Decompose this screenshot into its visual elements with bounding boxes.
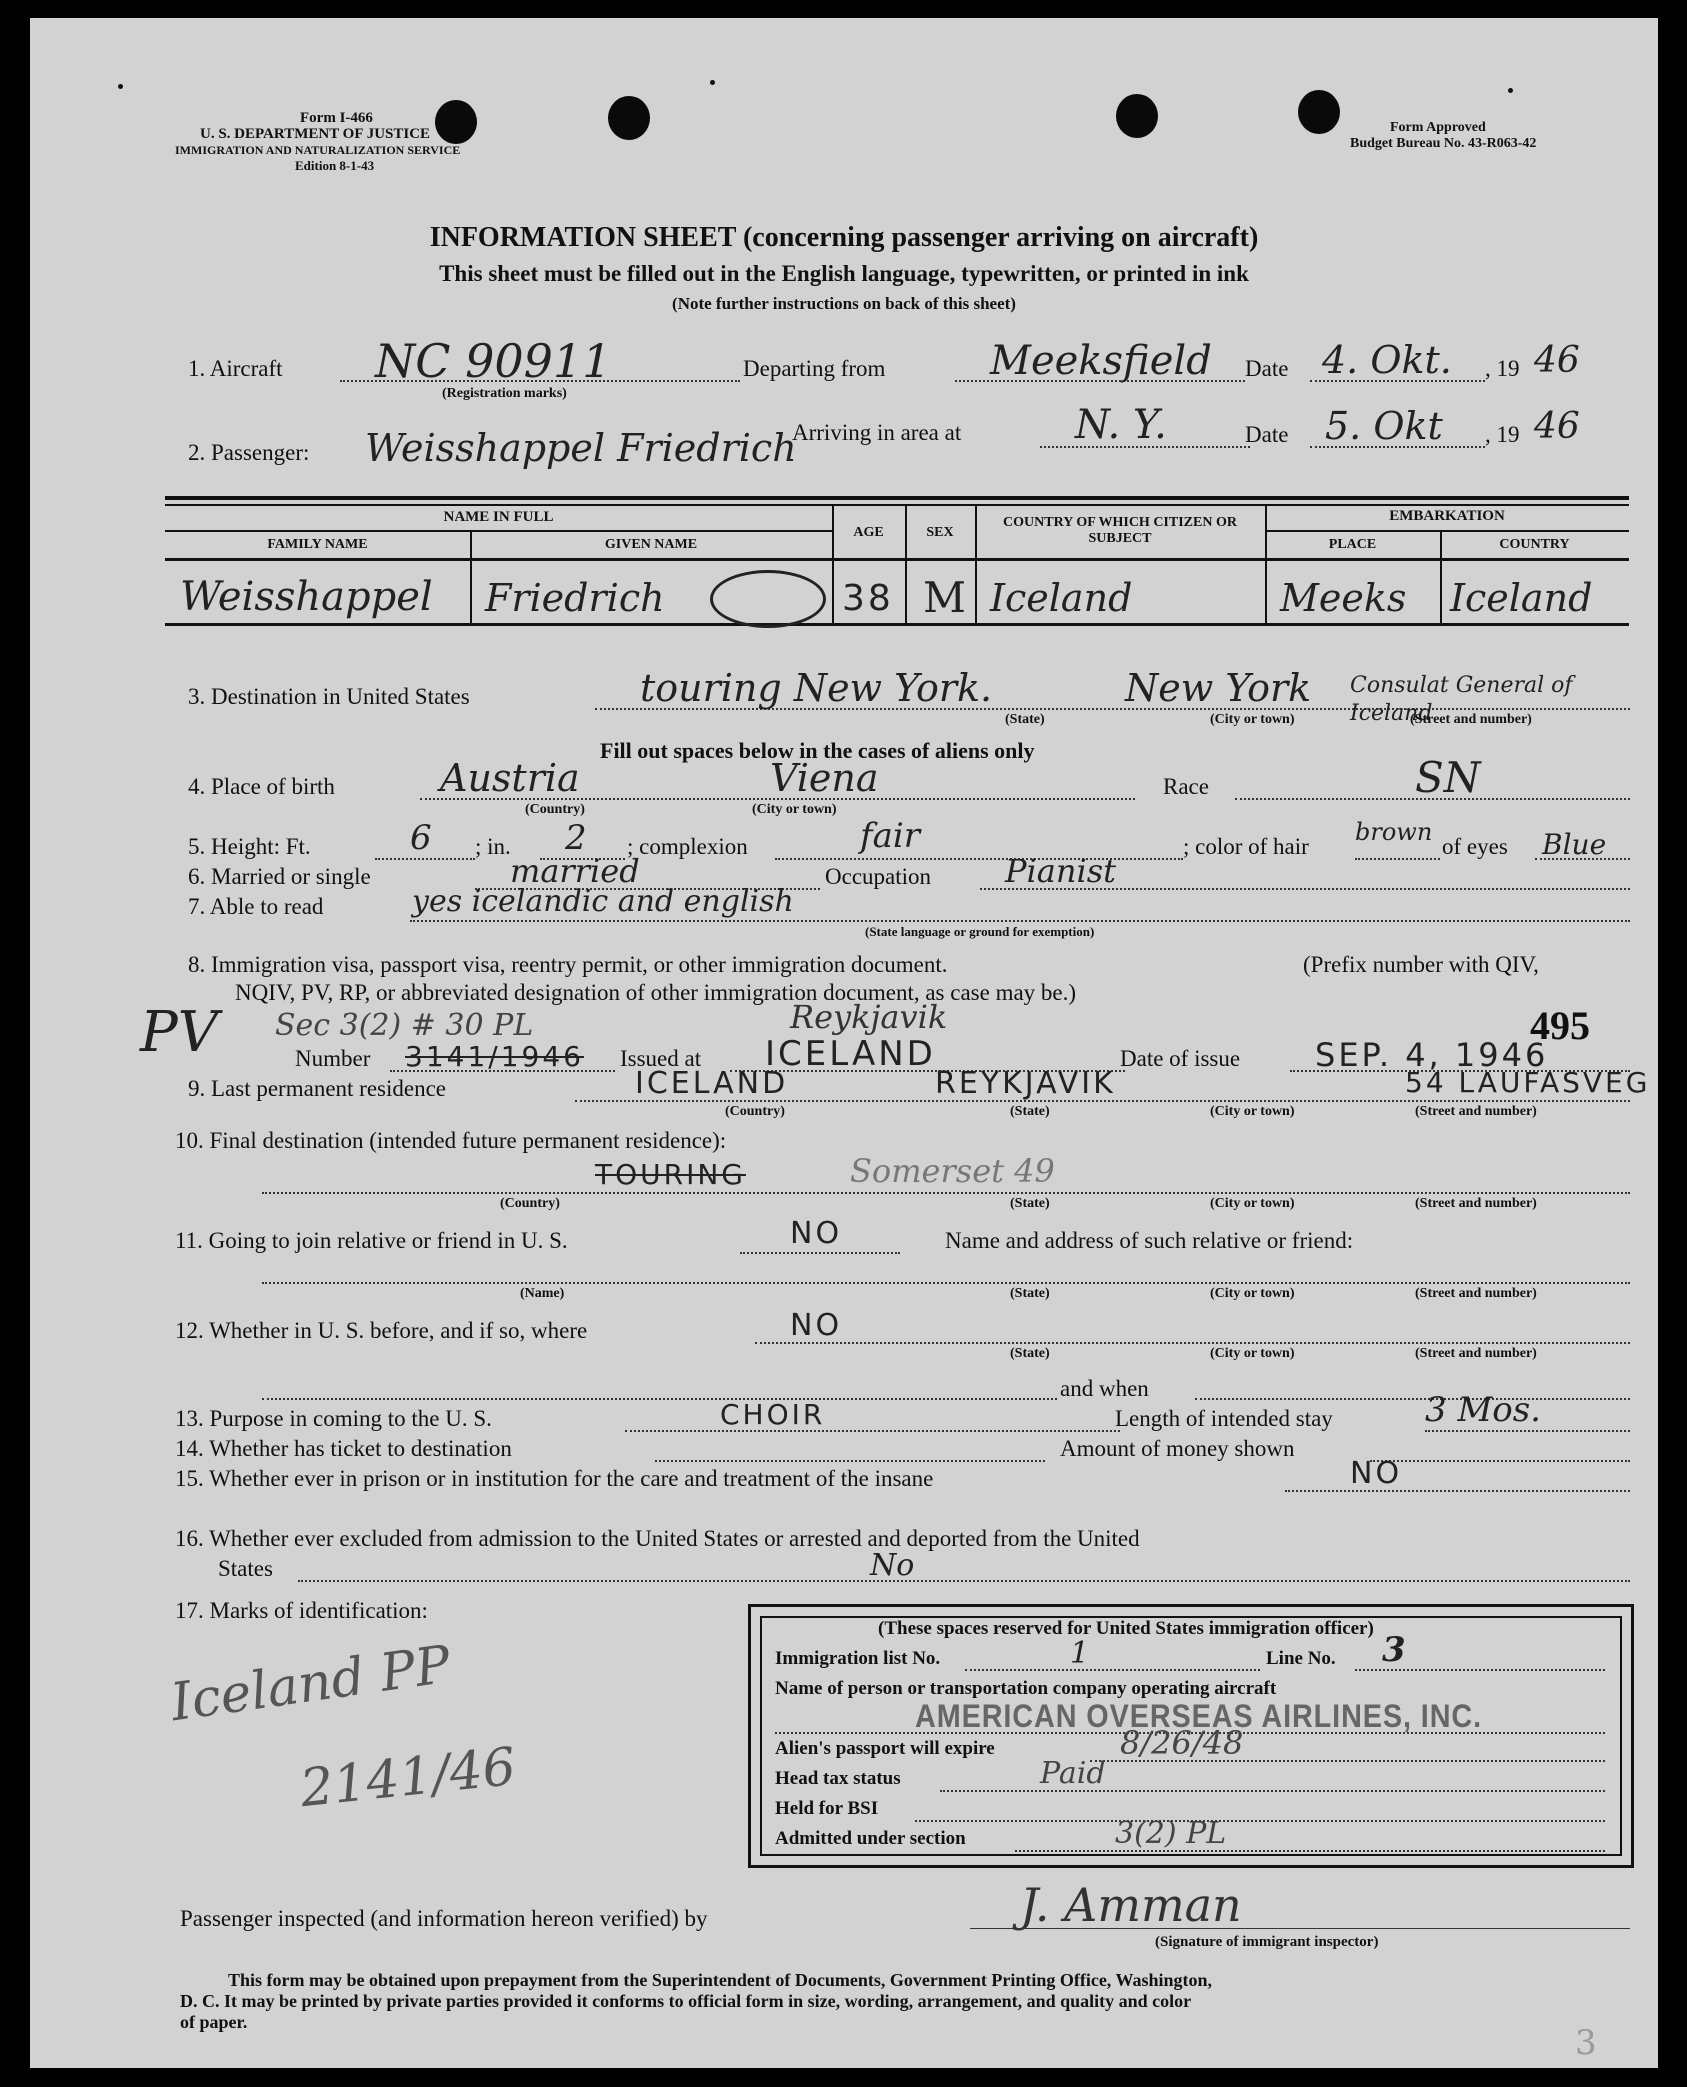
caption-state: (State) — [1010, 1286, 1050, 1301]
hair-field[interactable] — [1355, 858, 1440, 860]
caption-city: (City or town) — [752, 802, 837, 817]
label-excluded: 16. Whether ever excluded from admission to the United States or arrested and deported from the United — [175, 1526, 1140, 1551]
form-sheet — [30, 18, 1658, 2068]
aliens-only-heading: Fill out spaces below in the cases of aliens only — [600, 738, 1035, 763]
label-dep-date: Date — [1245, 356, 1289, 381]
budget-bureau: Budget Bureau No. 43-R063-42 — [1350, 136, 1537, 151]
caption-city: (City or town) — [1210, 1286, 1295, 1301]
label-in-us-before: 12. Whether in U. S. before, and if so, where — [175, 1318, 588, 1343]
length-stay-value: 3 Mos. — [1425, 1390, 1541, 1430]
relative-field[interactable] — [262, 1282, 1630, 1284]
label-immigration-doc: 8. Immigration visa, passport visa, reentry permit, or other immigration document. — [188, 952, 948, 977]
height-ft-value: 6 — [410, 818, 432, 858]
punch-hole — [608, 96, 650, 140]
caption-state: (State) — [1010, 1346, 1050, 1361]
cell-citizen: Iceland — [990, 576, 1133, 620]
col-sex: SEX — [926, 525, 954, 540]
sec-mark: Sec 3(2) # 30 PL — [275, 1008, 534, 1043]
label-eyes: of eyes — [1442, 834, 1508, 859]
caption-street: (Street and number) — [1415, 1196, 1537, 1211]
cell-sex: M — [923, 573, 967, 622]
stamp-number: 495 — [1530, 1003, 1590, 1048]
form-approved: Form Approved — [1390, 120, 1486, 135]
caption-city: (City or town) — [1210, 1196, 1295, 1211]
caption-country: (Country) — [725, 1104, 785, 1119]
label-admitted: Admitted under section — [775, 1828, 966, 1849]
purpose-value: CHOIR — [720, 1398, 826, 1431]
height-in-value: 2 — [565, 818, 587, 858]
label-and-when: and when — [1060, 1376, 1149, 1401]
col-family-name: FAMILY NAME — [267, 537, 368, 552]
label-inspected: Passenger inspected (and information hereon verified) by — [180, 1906, 708, 1931]
read-value: yes icelandic and english — [412, 884, 794, 919]
form-number: Form I-466 — [300, 110, 373, 126]
hair-value: brown — [1355, 818, 1433, 846]
label-arriving: Arriving in area at — [792, 420, 962, 445]
prison-value: NO — [1350, 1456, 1403, 1491]
label-departing: Departing from — [743, 356, 886, 381]
caption-name: (Name) — [520, 1286, 565, 1301]
caption-street: (Street and number) — [1415, 1286, 1537, 1301]
arr-year-prefix: , 19 — [1485, 422, 1520, 447]
line-no-value: 3 — [1382, 1630, 1406, 1670]
caption-country: (Country) — [500, 1196, 560, 1211]
destination-city-value: New York — [1125, 666, 1312, 710]
label-length-stay: Length of intended stay — [1115, 1406, 1333, 1431]
caption-street: (Street and number) — [1415, 1104, 1537, 1119]
dep-date-value: 4. Okt. — [1322, 338, 1452, 382]
col-given-name: GIVEN NAME — [604, 537, 698, 552]
race-value: SN — [1415, 753, 1481, 802]
passenger-value: Weisshappel Friedrich — [365, 426, 797, 470]
speck — [710, 80, 715, 85]
complexion-value: fair — [860, 816, 920, 856]
number-value: 3141/1946 — [405, 1040, 584, 1073]
final-destination-field[interactable] — [262, 1192, 1630, 1194]
label-hair: ; color of hair — [1183, 834, 1309, 859]
destination-street-value: Consulat General of Iceland — [1350, 673, 1573, 726]
length-stay-field[interactable] — [1425, 1430, 1630, 1432]
service: IMMIGRATION AND NATURALIZATION SERVICE — [175, 143, 461, 157]
punch-hole — [1298, 90, 1340, 134]
caption-signature: (Signature of immigrant inspector) — [1155, 1934, 1379, 1950]
label-prefix: (Prefix number with QIV, — [1303, 952, 1539, 977]
caption-city: (City or town) — [1210, 712, 1295, 727]
final-destination-value: TOURING — [595, 1158, 746, 1191]
speck — [1508, 88, 1513, 93]
issued-at-value: ICELAND — [765, 1034, 936, 1074]
label-passport-expire: Alien's passport will expire — [775, 1738, 995, 1759]
edition: Edition 8-1-43 — [295, 158, 375, 173]
cell-family-name: Weisshappel — [180, 574, 433, 620]
final-destination-extra: Somerset 49 — [850, 1152, 1055, 1190]
col-name-in-full: NAME IN FULL — [443, 509, 554, 525]
excluded-value: No — [870, 1548, 915, 1583]
label-operator: Name of person or transportation company operating aircraft — [775, 1678, 1277, 1699]
ticket-field[interactable] — [655, 1460, 1045, 1462]
label-prison: 15. Whether ever in prison or in institution for the care and treatment of the insane — [175, 1466, 934, 1491]
label-issued-at: Issued at — [620, 1046, 702, 1071]
label-last-residence: 9. Last permanent residence — [188, 1076, 446, 1101]
label-height: 5. Height: Ft. — [188, 834, 311, 859]
admitted-field[interactable] — [1015, 1850, 1605, 1852]
label-marks: 17. Marks of identification: — [175, 1598, 428, 1623]
money-field[interactable] — [1370, 1460, 1630, 1462]
label-number: Number — [295, 1046, 371, 1071]
departing-value: Meeksfield — [990, 338, 1212, 384]
label-date-of-issue: Date of issue — [1120, 1046, 1241, 1071]
aircraft-value: NC 90911 — [375, 334, 612, 388]
label-arr-date: Date — [1245, 422, 1289, 447]
label-occupation: Occupation — [825, 864, 932, 889]
where-field[interactable] — [262, 1398, 1057, 1400]
label-race: Race — [1163, 774, 1209, 799]
arriving-value: N. Y. — [1075, 402, 1167, 448]
read-field[interactable] — [410, 920, 1630, 922]
page-title: INFORMATION SHEET (concerning passenger arriving on aircraft) — [429, 222, 1259, 253]
join-value: NO — [790, 1216, 843, 1251]
page-number: 3 — [1575, 2023, 1597, 2063]
prison-field[interactable] — [1285, 1490, 1630, 1492]
footer-line-1: This form may be obtained upon prepayment from the Superintendent of Documents, Government Printing Office, Washington, — [228, 1970, 1213, 1990]
join-field[interactable] — [740, 1252, 900, 1254]
col-embarkation: EMBARKATION — [1389, 508, 1505, 524]
dep-year-value: 46 — [1534, 340, 1580, 381]
birth-city-value: Viena — [770, 756, 879, 800]
expire-value: 8/26/48 — [1120, 1724, 1244, 1762]
col-country: COUNTRY — [1499, 537, 1570, 552]
eyes-value: Blue — [1542, 828, 1607, 861]
caption-street: (Street and number) — [1415, 1346, 1537, 1361]
caption-state: (State) — [1010, 1104, 1050, 1119]
in-us-before-field[interactable] — [755, 1342, 1630, 1344]
speck — [118, 84, 123, 89]
punch-hole — [1116, 94, 1158, 138]
arr-year-value: 46 — [1534, 406, 1580, 447]
married-value: married — [510, 852, 640, 890]
arr-date-value: 5. Okt — [1325, 404, 1443, 448]
marks-line-1: Iceland PP — [167, 1634, 455, 1734]
label-nqiv: NQIV, PV, RP, or abbreviated designation of other immigration document, as case may be.) — [235, 980, 1077, 1005]
cell-given-name: Friedrich — [485, 576, 665, 620]
admitted-value: 3(2) PL — [1115, 1816, 1227, 1851]
page-note: (Note further instructions on back of this sheet) — [672, 294, 1016, 313]
label-final-destination: 10. Final destination (intended future permanent residence): — [175, 1128, 727, 1153]
destination-state-value: touring New York. — [640, 666, 993, 710]
label-destination: 3. Destination in United States — [188, 684, 470, 709]
caption-country: (Country) — [525, 802, 585, 817]
dep-year-prefix: , 19 — [1485, 356, 1520, 381]
label-complexion: ; complexion — [627, 834, 748, 859]
label-imm-list: Immigration list No. — [775, 1648, 941, 1669]
caption-city: (City or town) — [1210, 1346, 1295, 1361]
caption-state-language: (State language or ground for exemption) — [865, 924, 1095, 939]
cell-emb-place: Meeks — [1280, 576, 1407, 620]
label-line-no: Line No. — [1266, 1648, 1336, 1669]
bsi-field[interactable] — [915, 1820, 1605, 1822]
head-tax-value: Paid — [1040, 1756, 1106, 1791]
occupation-value: Pianist — [1005, 852, 1116, 890]
officer-box-title: (These spaces reserved for United States immigration officer) — [878, 1618, 1374, 1639]
label-money: Amount of money shown — [1060, 1436, 1295, 1461]
cell-emb-country: Iceland — [1450, 576, 1593, 620]
label-head-tax: Head tax status — [775, 1768, 901, 1789]
cell-age: 38 — [842, 578, 894, 619]
reykjavik-mark: Reykjavik — [790, 998, 948, 1036]
date-of-issue-value: SEP. 4, 1946 — [1315, 1036, 1549, 1074]
label-in: ; in. — [475, 834, 511, 859]
imm-list-field[interactable] — [965, 1669, 1260, 1671]
label-aircraft: 1. Aircraft — [188, 356, 283, 381]
residence-street-value: 54 LAUFASVEG — [1405, 1066, 1651, 1099]
label-passenger: 2. Passenger: — [188, 440, 310, 465]
pv-mark: PV — [140, 1000, 219, 1065]
residence-country-value: ICELAND — [635, 1066, 789, 1101]
label-name-address: Name and address of such relative or friend: — [945, 1228, 1354, 1253]
col-age: AGE — [853, 525, 884, 540]
reg-marks-caption: (Registration marks) — [442, 386, 567, 401]
page-subtitle: This sheet must be filled out in the English language, typewritten, or printed in ink — [439, 261, 1249, 286]
operator-stamp: AMERICAN OVERSEAS AIRLINES, INC. — [915, 1698, 1482, 1734]
label-join-relative: 11. Going to join relative or friend in U. S. — [175, 1228, 568, 1253]
birth-country-value: Austria — [440, 756, 580, 800]
label-place-of-birth: 4. Place of birth — [188, 774, 335, 799]
excluded-field[interactable] — [298, 1580, 1630, 1582]
in-us-before-value: NO — [790, 1308, 843, 1343]
label-read: 7. Able to read — [188, 894, 324, 919]
footer-line-3: of paper. — [180, 2012, 248, 2032]
footer-line-2: D. C. It may be printed by private parties provided it conforms to official form in size, wording, arrangement, and quality and color — [180, 1991, 1192, 2011]
marks-line-2: 2141/46 — [297, 1736, 519, 1820]
caption-state: (State) — [1005, 712, 1045, 727]
when-field[interactable] — [1195, 1398, 1630, 1400]
residence-state-value: REYKJAVIK — [935, 1066, 1116, 1101]
label-married: 6. Married or single — [188, 864, 371, 889]
department: U. S. DEPARTMENT OF JUSTICE — [200, 126, 431, 142]
imm-list-value: 1 — [1070, 1636, 1090, 1671]
label-bsi: Held for BSI — [775, 1798, 879, 1819]
caption-street: (Street and number) — [1410, 712, 1532, 727]
height-ft-field[interactable] — [375, 858, 475, 860]
caption-city: (City or town) — [1210, 1104, 1295, 1119]
caption-state: (State) — [1010, 1196, 1050, 1211]
circle-mark — [710, 570, 826, 628]
purpose-field[interactable] — [625, 1430, 1120, 1432]
label-ticket: 14. Whether has ticket to destination — [175, 1436, 512, 1461]
inspector-signature: J. Amman — [1020, 1878, 1242, 1932]
col-place: PLACE — [1328, 537, 1377, 552]
label-purpose: 13. Purpose in coming to the U. S. — [175, 1406, 492, 1431]
complexion-field[interactable] — [775, 858, 1183, 860]
punch-hole — [435, 100, 477, 144]
col-country-citizen: COUNTRY OF WHICH CITIZEN OR SUBJECT — [1003, 515, 1237, 546]
label-excluded-states: States — [218, 1556, 273, 1581]
